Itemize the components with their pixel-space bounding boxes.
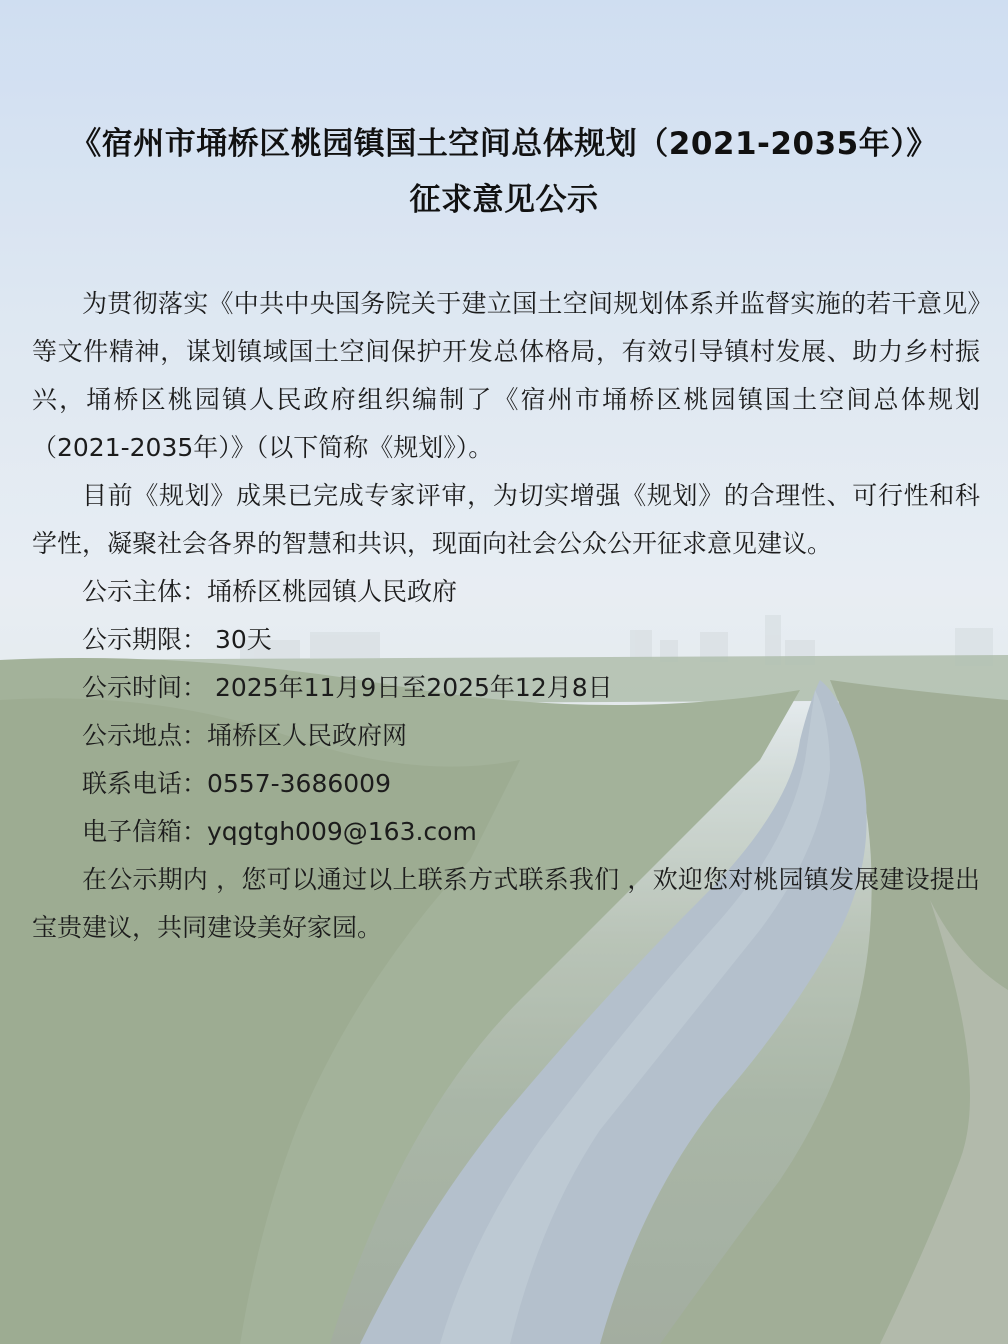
notice-time: 公示时间： 2025年11月9日至2025年12月8日 <box>82 673 613 702</box>
contact-email: 电子信箱：yqgtgh009@163.com <box>82 817 477 846</box>
paragraph-intro: 为贯彻落实《中共中央国务院关于建立国土空间规划体系并监督实施的若干意见》等文件精神，谋划镇域国土空间保护开发总体格局，有效引导镇村发展、助力乡村振兴，埇桥区桃园镇人民政府组织编制了《宿州市埇桥区桃园镇国土空间总体规划（2021-2035年）》（以下简称《规划》）。 <box>32 289 980 462</box>
notice-period: 公示期限： 30天 <box>82 625 272 654</box>
notice-subject: 公示主体：埇桥区桃园镇人民政府 <box>82 577 458 606</box>
notice-subtitle: 征求意见公示 <box>409 182 599 218</box>
paragraph-purpose: 目前《规划》成果已完成专家评审，为切实增强《规划》的合理性、可行性和科学性，凝聚社会各界的智慧和共识，现面向社会公众公开征求意见建议。 <box>32 481 980 558</box>
contact-phone: 联系电话：0557-3686009 <box>82 769 391 798</box>
paragraph-closing: 在公示期内 ，您可以通过以上联系方式联系我们 ，欢迎您对桃园镇发展建设提出宝贵建议，共同建设美好家园。 <box>32 865 980 942</box>
notice-body <box>32 280 980 952</box>
notice-title: 《宿州市埇桥区桃园镇国土空间总体规划（2021-2035年）》 <box>70 126 938 162</box>
notice-location: 公示地点：埇桥区人民政府网 <box>82 721 408 750</box>
